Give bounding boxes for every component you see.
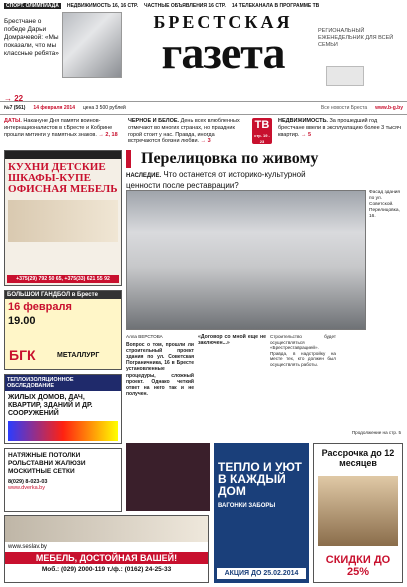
article-deck-text: Что останется от историко-культурной ценности после реставрации? bbox=[126, 170, 306, 190]
handball-team2: МЕТАЛЛУРГ bbox=[57, 352, 100, 359]
topbar-item: НЕДВИЖИМОСТЬ 16, 16 СТР. bbox=[66, 3, 139, 9]
sesal-phone: Моб.: (029) 2000-119 т./ф.: (0162) 24-25-33 bbox=[41, 566, 172, 573]
warm-date: АКЦИЯ ДО 25.02.2014 bbox=[217, 568, 306, 579]
sesal-web[interactable]: www.seslav.by bbox=[8, 544, 47, 550]
article-columns bbox=[126, 334, 403, 438]
promo-text: Брестчане о победе Дарьи Домрачевой: «Мы показали, что мы классные ребята» bbox=[4, 18, 59, 57]
tv-pages: стр. 19 - 23 bbox=[254, 133, 270, 144]
teaser-ref: → 3 bbox=[200, 138, 211, 145]
thermal-text: ЖИЛЫХ ДОМОВ, ДАЧ, КВАРТИР, ЗДАНИЙ И ДР. СООРУЖЕНИЙ bbox=[8, 394, 93, 417]
athlete-photo bbox=[62, 12, 122, 78]
teaser-text: Накануне Дня памяти воинов-интернационалистов в г.Бресте и Кобрине прошли митинги у памятных знаков. bbox=[4, 118, 113, 138]
promo-page-ref: → 22 bbox=[4, 94, 24, 103]
photo-caption: Фасад здания по ул. Советской. Перелицовка, 16. bbox=[369, 190, 400, 219]
ad-furniture[interactable] bbox=[4, 150, 122, 286]
teaser-title: НЕДВИЖИМОСТЬ. bbox=[278, 118, 328, 124]
ad-decor[interactable] bbox=[126, 443, 210, 511]
teasers bbox=[0, 118, 407, 148]
ad-handball[interactable] bbox=[4, 290, 122, 370]
teaser-text: За прошедший год брестчане ввели в эксплуатацию более 3 тысяч квартир. bbox=[278, 118, 401, 138]
price: цена 3 500 рублей bbox=[82, 105, 126, 111]
teaser-crime[interactable] bbox=[128, 118, 248, 145]
continue-link[interactable]: Продолжение на стр. 5 bbox=[351, 430, 401, 435]
installment-title: Рассрочка до 12 месяцев bbox=[321, 448, 395, 468]
masthead bbox=[133, 12, 313, 100]
issue-meta bbox=[0, 101, 407, 115]
thermal-title: ТЕПЛОИЗОЛЯЦИОННОЕ ОБСЛЕДОВАНИЕ bbox=[5, 375, 121, 391]
main-article bbox=[126, 150, 403, 435]
thermal-image bbox=[8, 421, 118, 441]
teaser-title: ЧЕРНОЕ И БЕЛОЕ. bbox=[128, 118, 180, 124]
promo-box[interactable] bbox=[4, 12, 122, 104]
column-subhead: «Договор со мной еще не заключен...» bbox=[198, 334, 266, 347]
discount: СКИДКИ ДО 25% bbox=[325, 554, 391, 578]
column-2 bbox=[198, 334, 266, 346]
handball-team1: БГК bbox=[9, 347, 36, 363]
handball-title: БОЛЬШОЙ ГАНДБОЛ в Бресте bbox=[5, 291, 121, 299]
article-kicker: НАСЛЕДИЕ. bbox=[126, 173, 162, 179]
teaser-title: ДАТЫ. bbox=[4, 118, 22, 124]
warm-title: ТЕПЛО И УЮТ В КАЖДЫЙ ДОМ bbox=[218, 460, 302, 498]
issue-date: 14 февраля 2014 bbox=[33, 105, 75, 111]
sesal-image bbox=[5, 516, 208, 542]
sesal-slogan: МЕБЕЛЬ, ДОСТОЙНАЯ ВАШЕЙ! bbox=[5, 552, 208, 564]
installment-image bbox=[318, 476, 398, 546]
column-1 bbox=[126, 334, 194, 397]
article-headline: Перелицовка по живому bbox=[126, 150, 401, 168]
column-3 bbox=[270, 334, 336, 368]
web-label: Все новости Бреста bbox=[320, 105, 368, 111]
handball-date: 16 февраля bbox=[8, 301, 72, 313]
top-bar bbox=[0, 0, 407, 12]
article-lead: Вопрос о том, прошли ли строительный проект здания по ул. Советская Пограничника, 16 в Бресте установленные процедуры, сложный проект. Однако четкий ответ на него так и не получен. bbox=[126, 341, 194, 398]
topbar-item: ЧАСТНЫЕ ОБЪЯВЛЕНИЯ 16 СТР. bbox=[144, 3, 226, 9]
building-photo bbox=[126, 190, 366, 330]
teaser-text: День всех влюбленных отмечают во многих странах, но праздник горой стоит у нас. Правда, иногда встречаются боязни любви. bbox=[128, 118, 240, 145]
teaser-ref: → 5 bbox=[300, 131, 312, 138]
sidebar-ads bbox=[4, 150, 122, 560]
article-deck bbox=[126, 170, 336, 190]
column-text: Строительство будет осуществляться «Брестреставрацией». Правда, в надстройку на месте тех, кто должен был осуществлять работы. bbox=[270, 334, 336, 367]
ceiling-title: НАТЯЖНЫЕ ПОТОЛКИ РОЛЬСТАВНИ ЖАЛЮЗИ МОСКИТНЫЕ СЕТКИ bbox=[8, 452, 86, 475]
masthead-line2: газета bbox=[161, 27, 285, 78]
web-link[interactable]: www.b-g.by bbox=[375, 105, 403, 111]
masthead-line1: БРЕСТСКАЯ bbox=[153, 12, 293, 32]
ad-ceiling[interactable] bbox=[4, 448, 122, 512]
ad-installment[interactable] bbox=[313, 443, 403, 583]
sport-label: СПОРТ. ОЛИМПИАДА bbox=[6, 3, 59, 9]
author: Алла ВЕРСТОВА bbox=[126, 334, 163, 339]
teaser-realty[interactable] bbox=[278, 118, 403, 138]
teaser-dates[interactable] bbox=[4, 118, 122, 138]
furniture-image bbox=[8, 200, 118, 242]
barcode-icon bbox=[326, 66, 364, 86]
warm-sub: ВАГОНКИ ЗАБОРЫ bbox=[218, 503, 276, 509]
ceiling-phone: 8(029) 8-023-03 bbox=[8, 479, 48, 485]
topbar-item: 14 ТЕЛЕКАНАЛА В ПРОГРАММЕ ТВ bbox=[231, 3, 320, 9]
tagline: РЕГИОНАЛЬНЫЙ ЕЖЕНЕДЕЛЬНИК ДЛЯ ВСЕЙ СЕМЬИ bbox=[318, 28, 394, 48]
furniture-title: КУХНИ ДЕТСКИЕ ШКАФЫ-КУПЕ ОФИСНАЯ МЕБЕЛЬ bbox=[8, 161, 118, 195]
ad-warm[interactable] bbox=[214, 443, 309, 583]
handball-time: 19.00 bbox=[8, 315, 36, 327]
issue-number: №7 (561) bbox=[4, 105, 26, 111]
tv-badge[interactable] bbox=[252, 118, 272, 144]
furniture-phone: +375(29) 792 50 65, +375(33) 621 55 92 bbox=[7, 275, 119, 283]
tv-label: ТВ bbox=[254, 119, 270, 131]
teaser-ref: → 2, 18 bbox=[98, 131, 118, 138]
ad-sesal[interactable] bbox=[4, 515, 209, 583]
ad-header-bar bbox=[5, 151, 121, 159]
ceiling-web[interactable]: www.dverka.by bbox=[8, 485, 45, 491]
ad-thermal[interactable] bbox=[4, 374, 122, 444]
